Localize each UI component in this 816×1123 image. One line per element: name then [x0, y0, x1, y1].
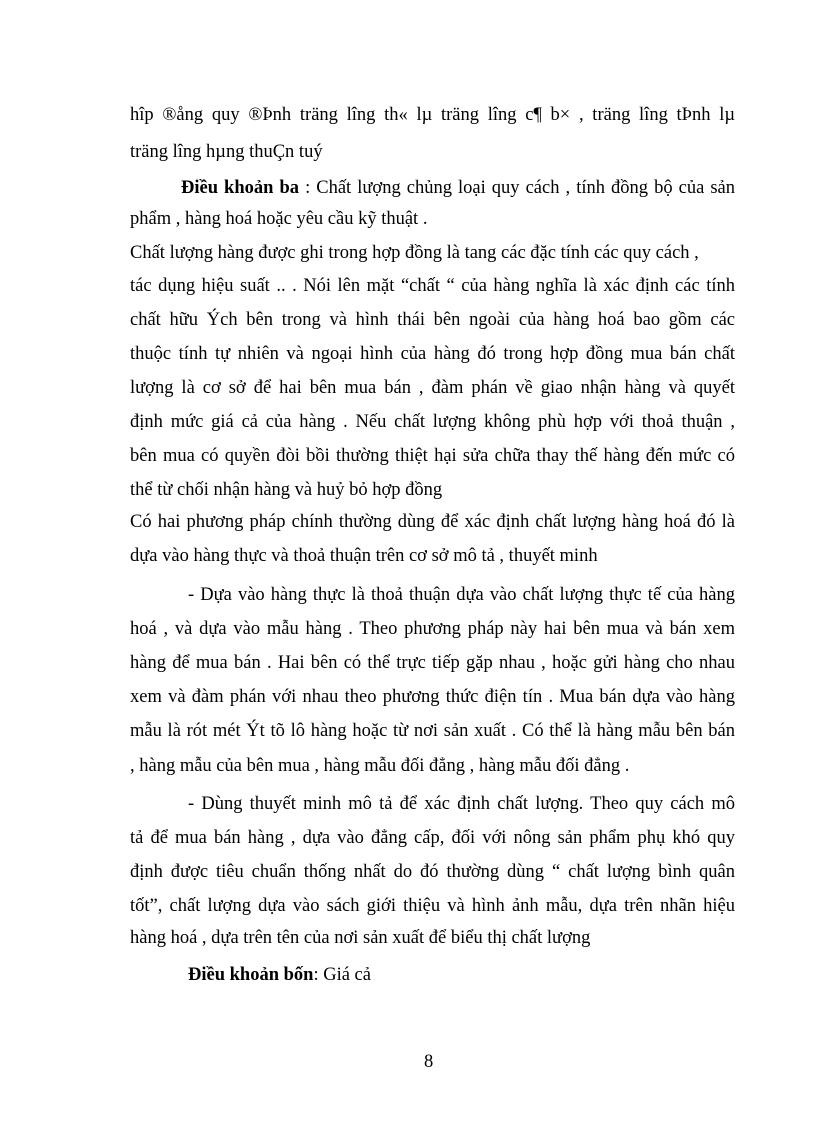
text-line: tác dụng hiệu suất .. . Nói lên mặt “chất “ của hàng nghĩa là xác định các tính	[130, 276, 735, 296]
text-line: dựa vào hàng thực và thoả thuận trên cơ sở mô tả , thuyết minh	[130, 546, 598, 566]
text-line: mẫu là rót mét Ýt tõ lô hàng hoặc từ nơi sản xuất . Có thể là hàng mẫu bên bán	[130, 721, 735, 741]
text-line: hîp ®ång quy ®Þnh träng lîng th« lµ träng lîng c¶ b× , träng lîng tÞnh lµ	[130, 105, 735, 125]
text-line: thể từ chối nhận hàng và huỷ bỏ hợp đồng	[130, 480, 443, 500]
clause-four-heading: Điều khoản bốn	[188, 965, 314, 985]
text-line: lượng là cơ sở để hai bên mua bán , đàm phán về giao nhận hàng và quyết	[130, 378, 735, 398]
page-number: 8	[424, 1052, 434, 1072]
text-line: - Dựa vào hàng thực là thoả thuận dựa vào chất lượng thực tế của hàng	[188, 585, 735, 605]
text-line: hàng hoá , dựa trên tên của nơi sản xuất để biểu thị chất lượng	[130, 928, 591, 948]
text-line: Chất lượng hàng được ghi trong hợp đồng là tang các đặc tính các quy cách ,	[130, 243, 699, 263]
clause-three-heading: Điều khoản ba	[181, 178, 300, 198]
text-line: bên mua có quyền đòi bồi thường thiệt hại sửa chữa thay thế hàng đến mức có	[130, 446, 735, 466]
text-fragment: : Giá cả	[313, 965, 371, 985]
text-line: xem và đàm phán với nhau theo phương thức điện tín . Mua bán dựa vào hàng	[130, 687, 735, 707]
text-line: hoá , và dựa vào mẫu hàng . Theo phương pháp này hai bên mua và bán xem	[130, 619, 735, 639]
text-line: tốt”, chất lượng dựa vào sách giới thiệu và hình ảnh mẫu, dựa trên nhãn hiệu	[130, 896, 735, 916]
text-line: hàng để mua bán . Hai bên có thể trực tiếp gặp nhau , hoặc gửi hàng cho nhau	[130, 653, 735, 673]
clause-three-line	[181, 176, 735, 200]
text-line: , hàng mẫu của bên mua , hàng mẫu đối đẳng , hàng mẫu đối đẳng .	[130, 756, 630, 776]
text-line: phẩm , hàng hoá hoặc yêu cầu kỹ thuật .	[130, 209, 428, 229]
text-line: - Dùng thuyết minh mô tả để xác định chất lượng. Theo quy cách mô	[188, 794, 735, 814]
text-line: Có hai phương pháp chính thường dùng để xác định chất lượng hàng hoá đó là	[130, 512, 735, 532]
text-line: tả để mua bán hàng , dựa vào đẳng cấp, đối với nông sản phẩm phụ khó quy	[130, 828, 735, 848]
clause-four-line	[188, 963, 735, 987]
text-line: träng lîng hµng thuÇn tuý	[130, 142, 323, 162]
text-line: định mức giá cả của hàng . Nếu chất lượng không phù hợp với thoả thuận ,	[130, 412, 735, 432]
text-line: chất hữu Ých bên trong và hình thái bên ngoài của hàng hoá bao gồm các	[130, 310, 735, 330]
text-line: thuộc tính tự nhiên và ngoại hình của hàng đó trong hợp đồng mua bán chất	[130, 344, 735, 364]
text-line: định được tiêu chuẩn thống nhất do đó thường dùng “ chất lượng bình quân	[130, 862, 735, 882]
text-fragment: : Chất lượng chủng loại quy cách , tính đồng bộ của sản	[299, 178, 735, 198]
